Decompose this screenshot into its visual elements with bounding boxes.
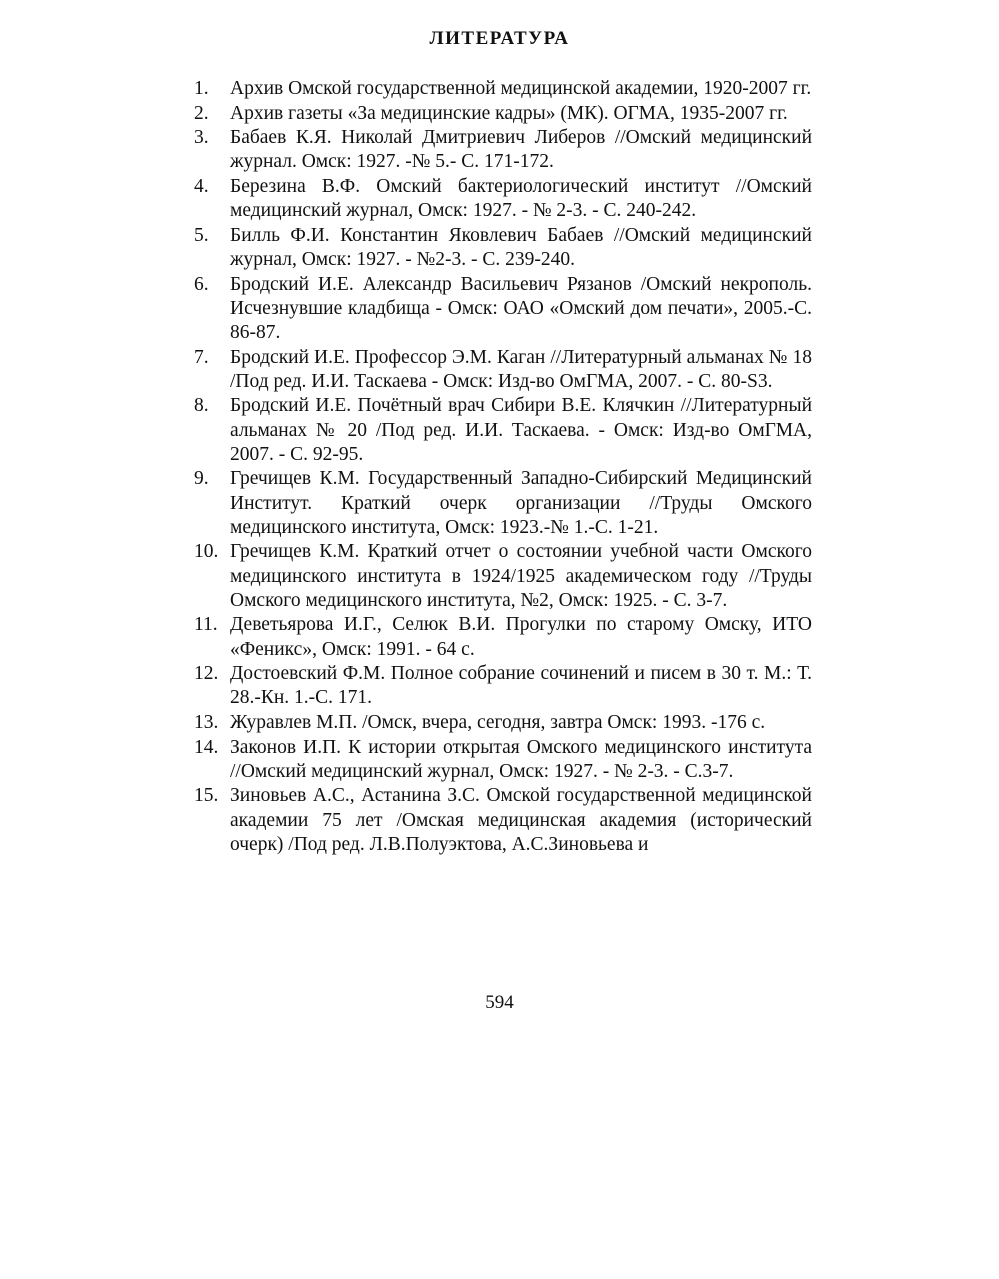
reference-number: 8. xyxy=(194,395,209,417)
reference-text: Бабаев К.Я. Николай Дмитриевич Либеров //Омский медицинский журнал. Омск: 1927. -№ 5.- С. 171-172. xyxy=(230,127,812,173)
reference-text: Билль Ф.И. Константин Яковлевич Бабаев //Омский медицинский журнал, Омск: 1927. - №2-3. - С. 239-240. xyxy=(230,224,812,270)
reference-number: 12. xyxy=(194,663,219,685)
reference-item xyxy=(190,662,812,710)
reference-text: Достоевский Ф.М. Полное собрание сочинений и писем в 30 т. М.: Т. 28.-Кн. 1.-С. 171. xyxy=(230,663,812,709)
reference-item xyxy=(190,175,812,223)
reference-number: 14. xyxy=(194,736,219,758)
reference-item xyxy=(190,394,812,467)
reference-item xyxy=(190,467,812,540)
reference-text: Гречищев К.М. Государственный Западно-Сибирский Медицинский Институт. Краткий очерк организации //Труды Омского медицинского института, Омск: 1923.-№ 1.-С. 1-21. xyxy=(230,468,812,538)
reference-number: 15. xyxy=(194,785,219,807)
reference-text: Бродский И.Е. Профессор Э.М. Каган //Литературный альманах № 18 /Под ред. И.И. Таскаева - Омск: Изд-во ОмГМА, 2007. - С. 80-S3. xyxy=(230,346,812,392)
reference-text: Законов И.П. К истории открытая Омского медицинского института //Омский медицинский журнал, Омск: 1927. - № 2-3. - С.3-7. xyxy=(230,736,812,782)
reference-number: 5. xyxy=(194,224,209,246)
reference-number: 13. xyxy=(194,711,219,733)
reference-list xyxy=(190,77,812,857)
reference-item xyxy=(190,784,812,857)
reference-text: Бродский И.Е. Александр Васильевич Рязанов /Омский некрополь. Исчезнувшие кладбища - Омск: ОАО «Омский дом печати», 2005.-С. 86-87. xyxy=(230,273,812,343)
reference-item xyxy=(190,540,812,613)
reference-number: 2. xyxy=(194,102,209,124)
reference-text: Зиновьев А.С., Астанина З.С. Омской государственной медицинской академии 75 лет /Омская медицинская академия (исторический очерк) /Под ред. Л.В.Полуэктова, А.С.Зиновьева и xyxy=(230,785,812,855)
reference-number: 11. xyxy=(194,614,218,636)
reference-item xyxy=(190,77,812,101)
reference-number: 4. xyxy=(194,175,209,197)
reference-text: Журавлев М.П. /Омск, вчера, сегодня, завтра Омск: 1993. -176 с. xyxy=(230,711,766,733)
reference-number: 3. xyxy=(194,127,209,149)
page-number: 594 xyxy=(485,992,514,1013)
reference-number: 6. xyxy=(194,273,209,295)
reference-item xyxy=(190,126,812,174)
reference-item xyxy=(190,224,812,272)
reference-number: 7. xyxy=(194,346,209,368)
reference-item xyxy=(190,346,812,394)
reference-number: 10. xyxy=(194,541,219,563)
reference-text: Березина В.Ф. Омский бактериологический институт //Омский медицинский журнал, Омск: 1927. - № 2-3. - С. 240-242. xyxy=(230,175,812,222)
reference-text: Деветьярова И.Г., Селюк В.И. Прогулки по старому Омску, ИТО «Феникс», Омск: 1991. - 64 с. xyxy=(230,614,812,660)
reference-text: Гречищев К.М. Краткий отчет о состоянии учебной части Омского медицинского института в 1924/1925 академическом году //Труды Омского медицинского института, №2, Омск: 1925. - С. 3-7. xyxy=(230,541,812,611)
reference-item xyxy=(190,711,812,735)
reference-text: Архив газеты «За медицинские кадры» (МК). ОГМА, 1935-2007 гг. xyxy=(230,102,788,124)
reference-number: 1. xyxy=(194,78,209,99)
page-heading: ЛИТЕРАТУРА xyxy=(429,28,570,49)
reference-item xyxy=(190,102,812,126)
reference-item xyxy=(190,613,812,661)
reference-number: 9. xyxy=(194,468,209,490)
reference-item xyxy=(190,736,812,784)
reference-item xyxy=(190,273,812,346)
reference-text: Бродский И.Е. Почётный врач Сибири В.Е. Клячкин //Литературный альманах № 20 /Под ред. И.И. Таскаева. - Омск: Изд-во ОмГМА, 2007. - С. 92-95. xyxy=(230,395,812,465)
reference-text: Архив Омской государственной медицинской академии, 1920-2007 гг. xyxy=(230,78,812,99)
